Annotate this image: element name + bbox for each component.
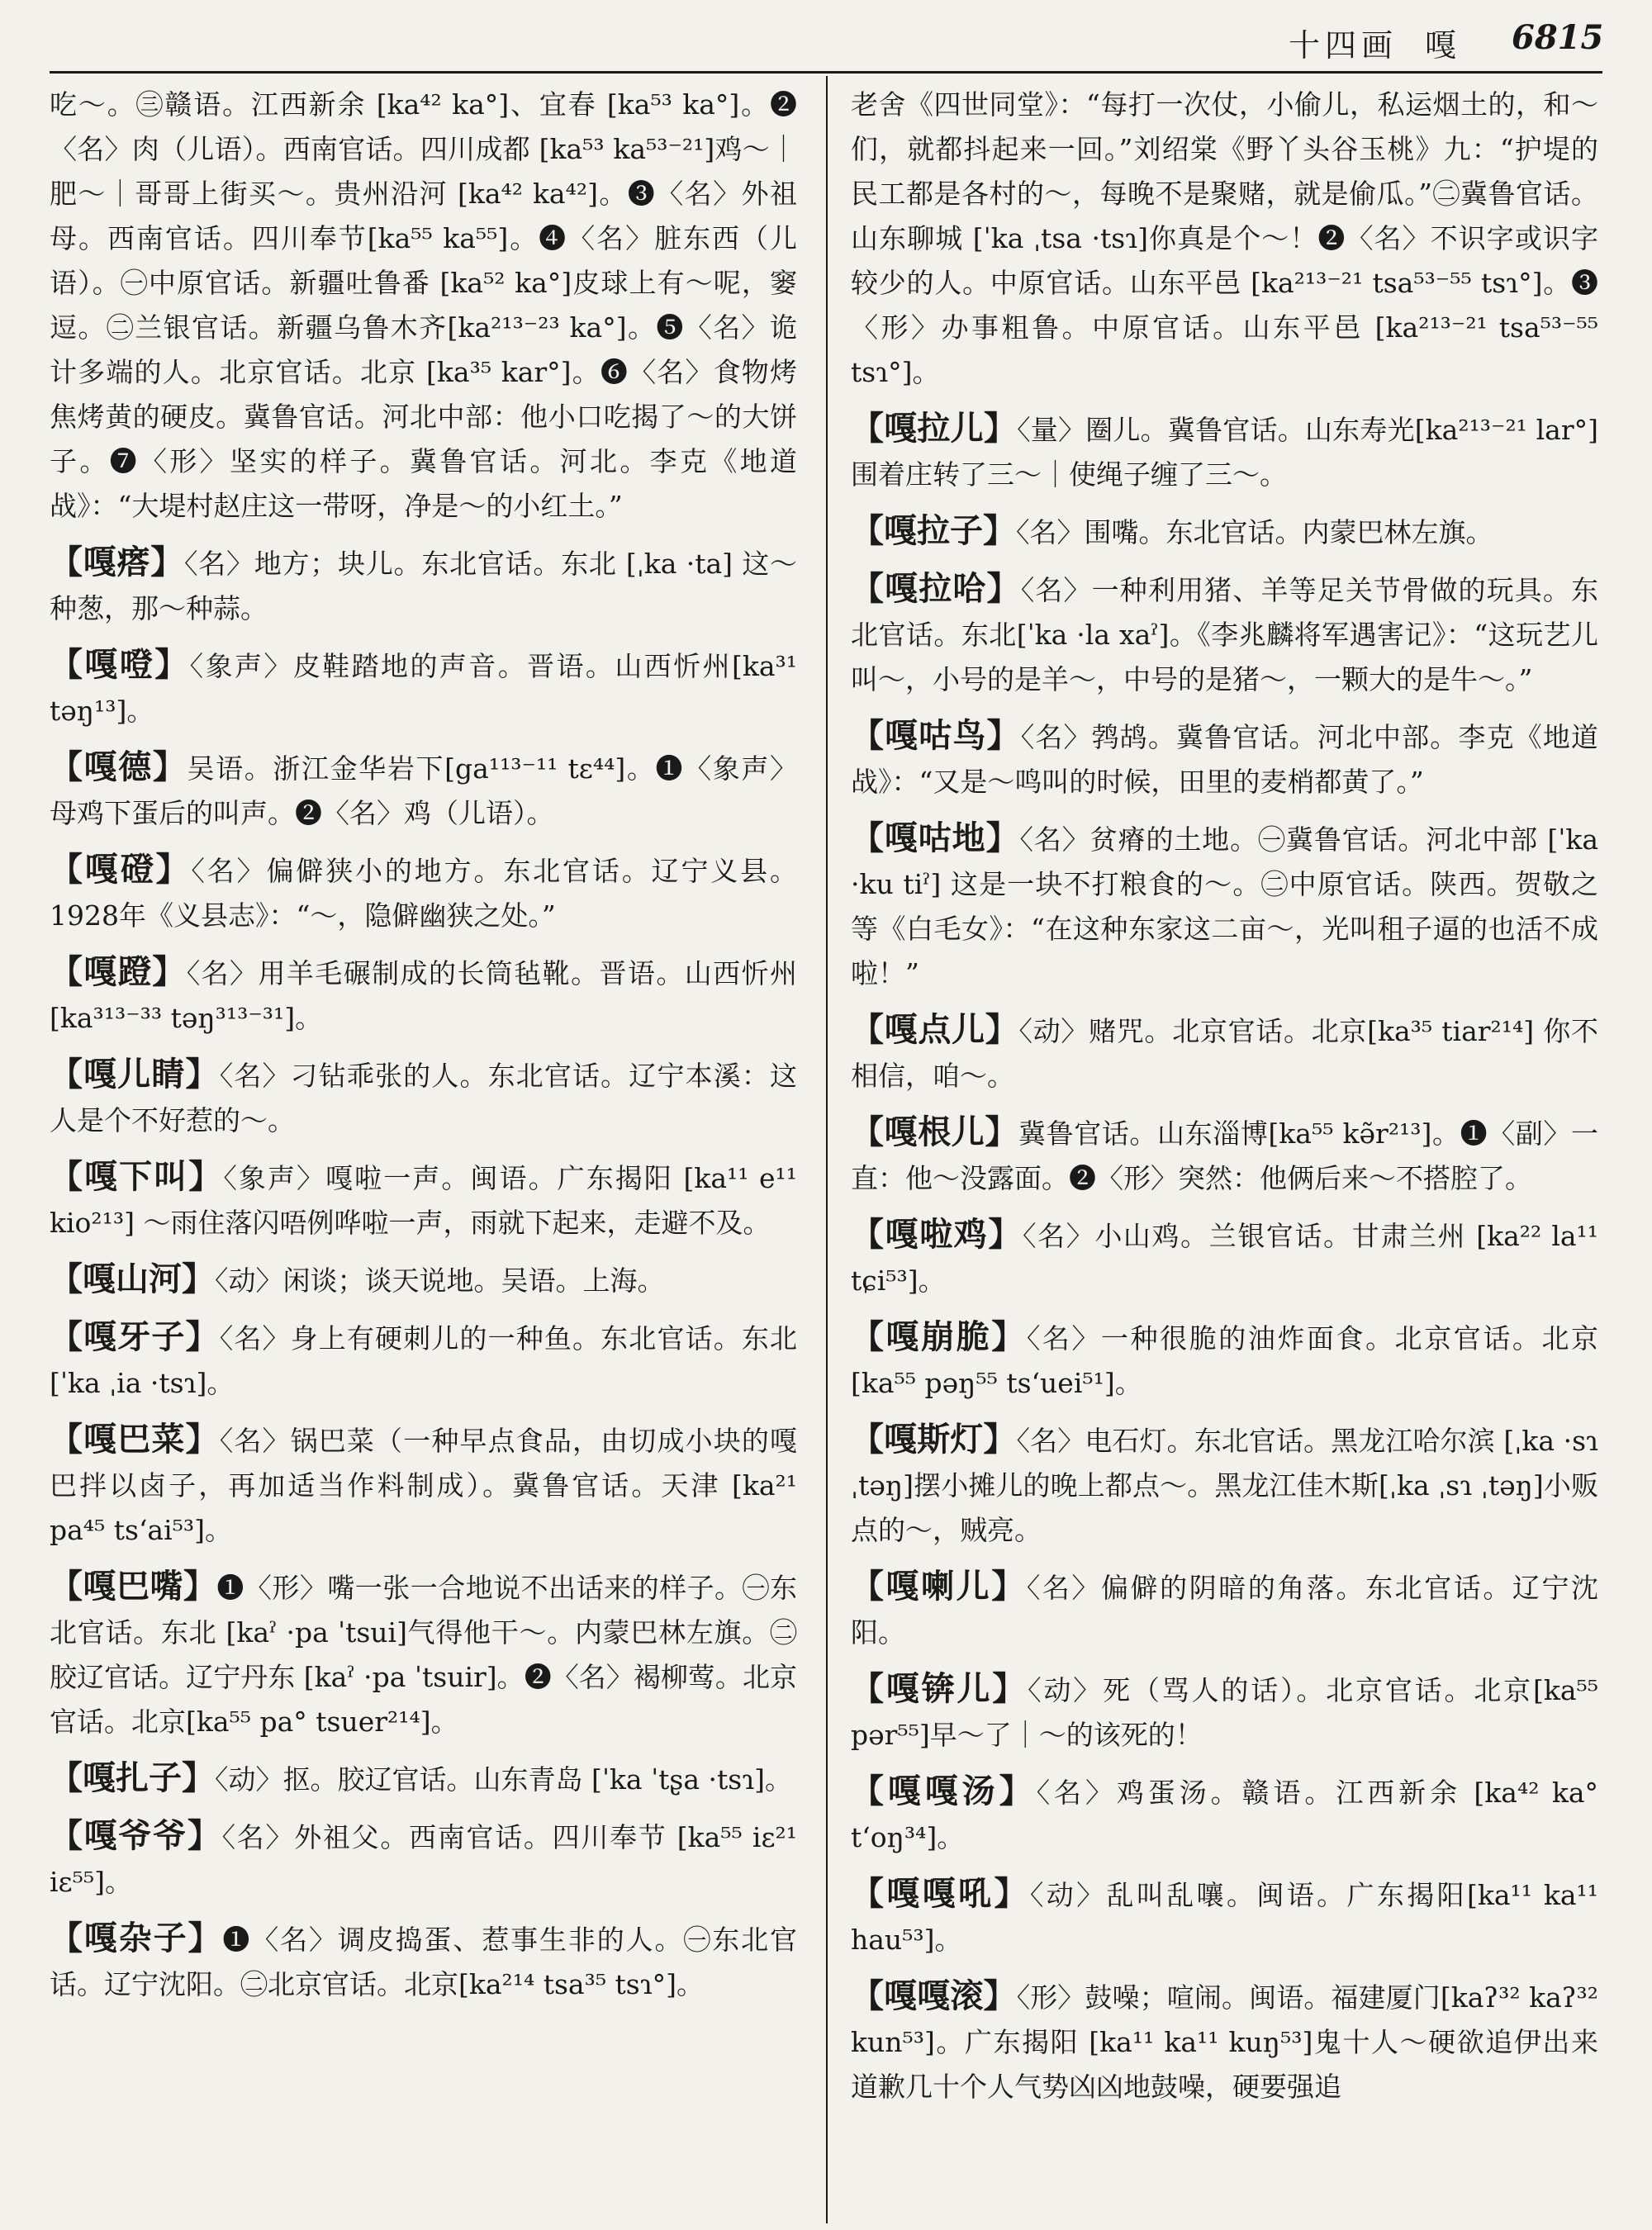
entry-headword: 【嘎巴菜】	[50, 1420, 220, 1459]
entry-text: 〈象声〉嘎啦一声。闽语。广东揭阳 [ka¹¹ e¹¹ kio²¹³] ～雨住落闪唔例哗啦一声，雨就下起来，走避不及。	[50, 1162, 797, 1239]
dictionary-entry	[851, 1667, 1598, 1758]
dictionary-entry	[50, 1564, 797, 1744]
entry-headword: 【嘎啦鸡】	[851, 1215, 1023, 1254]
entry-headword: 【嘎蹬】	[50, 952, 187, 991]
header-rule	[50, 71, 1602, 74]
entry-text: ❶〈名〉调皮捣蛋、惹事生非的人。㊀东北官话。辽宁沈阳。㊁北京官话。北京[ka²¹⁴ tsa³⁵ tsɿ°]。	[50, 1924, 797, 2000]
entry-headword: 【嘎咕鸟】	[851, 716, 1021, 755]
dictionary-entry	[851, 1212, 1598, 1303]
entry-text: 〈名〉贫瘠的土地。㊀冀鲁官话。河北中部 [ˈka ·ku tiˀ] 这是一块不打粮食的～。㊁中原官话。陕西。贺敬之等《白毛女》：“在这种东家这二亩～，光叫租子逼的也活不成啦！”	[851, 823, 1598, 989]
entry-headword: 【嘎巴嘴】	[50, 1567, 217, 1606]
dictionary-entry	[851, 1110, 1598, 1201]
entry-text: 〈名〉小山鸡。兰银官话。甘肃兰州 [ka²² la¹¹ tɕi⁵³]。	[851, 1220, 1598, 1297]
dictionary-entry	[851, 1564, 1598, 1655]
entry-headword: 【嘎嘎滚】	[851, 1976, 1017, 2015]
entry-headword: 【嘎拉儿】	[851, 409, 1018, 448]
entry-text: 〈形〉鼓噪；喧闹。闽语。福建厦门[kaʔ³² kaʔ³² kun⁵³]。广东揭阳 [ka¹¹ ka¹¹ kuŋ⁵³]鬼十人～硬欲追伊出来道歉几十个人气势凶凶地鼓噪，硬要强追	[851, 1981, 1598, 2103]
dictionary-entry	[50, 1756, 797, 1802]
dictionary-entry	[851, 1974, 1598, 2109]
entry-headword: 【嘎儿睛】	[50, 1055, 220, 1094]
entry-headword: 【嘎嘎汤】	[851, 1772, 1037, 1810]
entry-text: 冀鲁官话。山东淄博[ka⁵⁵ kə̃r²¹³]。❶〈副〉一直：他～没露面。❷〈形〉突然：他俩后来～不搭腔了。	[851, 1117, 1598, 1194]
dictionary-entry	[50, 950, 797, 1041]
entry-text: 〈名〉外祖父。西南官话。四川奉节 [ka⁵⁵ iɛ²¹ iɛ⁵⁵]。	[50, 1821, 797, 1898]
dictionary-entry	[851, 1872, 1598, 1962]
entry-headword: 【嘎山河】	[50, 1260, 215, 1298]
entry-text: 吃～。㊂赣语。江西新余 [ka⁴² ka°]、宜春 [ka⁵³ ka°]。❷〈名〉肉（儿语）。西南官话。四川成都 [ka⁵³ ka⁵³⁻²¹]鸡～｜肥～｜哥哥上街买～。贵州沿河 [ka⁴² ka⁴²]。❸〈名〉外祖母。西南官话。四川奉节[ka⁵⁵ ka⁵⁵]。❹〈名〉脏东西（儿语）。㊀中原官话。新疆吐鲁番 [ka⁵² ka°]皮球上有～呢，窭逗。㊁兰银官话。新疆乌鲁木齐[ka²¹³⁻²³ ka°]。❺〈名〉诡计多端的人。北京官话。北京 [ka³⁵ kar°]。❻〈名〉食物烤焦烤黄的硬皮。冀鲁官话。河北中部：他小口吃揭了～的大饼子。❼〈形〉坚实的样子。冀鲁官话。河北。李克《地道战》：“大堤村赵庄这一带呀，净是～的小红土。”	[50, 88, 797, 522]
entry-headword: 【嘎咕地】	[851, 818, 1020, 857]
entry-headword: 【嘎嘎吼】	[851, 1874, 1030, 1913]
header-character: 嘎	[1425, 27, 1457, 64]
entry-headword: 【嘎斯灯】	[851, 1420, 1017, 1459]
dictionary-entry	[851, 714, 1598, 804]
entry-headword: 【嘎磴】	[50, 850, 192, 889]
entry-text: 〈名〉偏僻的阴暗的角落。东北官话。辽宁沈阳。	[851, 1572, 1598, 1649]
dictionary-entry	[851, 406, 1598, 497]
dictionary-entry	[851, 1315, 1598, 1406]
page-number: 6815	[1512, 18, 1604, 57]
entry-text: 〈象声〉皮鞋踏地的声音。晋语。山西忻州[ka³¹ təŋ¹³]。	[50, 650, 797, 727]
entry-text: 〈名〉锅巴菜（一种早点食品，由切成小块的嘎巴拌以卤子，再加适当作料制成）。冀鲁官话。天津 [ka²¹ pa⁴⁵ tsʻai⁵³]。	[50, 1425, 797, 1546]
entry-headword: 【嘎德】	[50, 747, 188, 786]
entry-text: 〈动〉乱叫乱嚷。闽语。广东揭阳[ka¹¹ ka¹¹ hau⁵³]。	[851, 1879, 1598, 1956]
entry-text: 〈动〉闲谈；谈天说地。吴语。上海。	[215, 1264, 665, 1297]
dictionary-entry	[50, 1916, 797, 2007]
entry-headword: 【嘎拉哈】	[851, 569, 1021, 608]
entry-text: 老舍《四世同堂》：“每打一次仗，小偷儿，私运烟土的，和～们，就都抖起来一回。”刘绍棠《野丫头谷玉桃》九：“护堤的民工都是各村的～，每晚不是聚赌，就是偷瓜。”㊁冀鲁官话。山东聊城 [ˈka ˌtsa ·tsɿ]你真是个～！❷〈名〉不识字或识字较少的人。中原官话。山东平邑 [ka²¹³⁻²¹ tsa⁵³⁻⁵⁵ tsɿ°]。❸〈形〉办事粗鲁。中原官话。山东平邑 [ka²¹³⁻²¹ tsa⁵³⁻⁵⁵ tsɿ°]。	[851, 88, 1598, 388]
dictionary-entry	[851, 567, 1598, 702]
entry-text: 吴语。浙江金华岩下[ga¹¹³⁻¹¹ tɛ⁴⁴]。❶〈象声〉母鸡下蛋后的叫声。❷〈名〉鸡（儿语）。	[50, 752, 797, 829]
entry-text: 〈名〉鸡蛋汤。赣语。江西新余 [ka⁴² ka° tʻoŋ³⁴]。	[851, 1777, 1598, 1853]
dictionary-entry	[851, 509, 1598, 555]
entry-text: 〈动〉赌咒。北京官话。北京[ka³⁵ tiar²¹⁴] 你不相信，咱～。	[851, 1015, 1598, 1092]
entry-text: 〈动〉死（骂人的话）。北京官话。北京[ka⁵⁵ pər⁵⁵]早～了｜～的该死的！	[851, 1674, 1598, 1751]
dictionary-entry	[851, 81, 1598, 395]
entry-text: 〈名〉一种利用猪、羊等足关节骨做的玩具。东北官话。东北[ˈka ·la xaˀ]。《李兆麟将军遇害记》：“这玩艺儿叫～，小号的是羊～，中号的是猪～，一颗大的是牛～。”	[851, 574, 1598, 695]
column-divider	[826, 76, 828, 2223]
entry-headword: 【嘎崩脆】	[851, 1317, 1027, 1356]
entry-headword: 【嘎扎子】	[50, 1758, 215, 1797]
dictionary-entry	[50, 1814, 797, 1905]
entry-headword: 【嘎根儿】	[851, 1113, 1019, 1151]
entry-headword: 【嘎牙子】	[50, 1317, 220, 1356]
entry-headword: 【嘎杂子】	[50, 1919, 223, 1957]
dictionary-entry	[50, 1052, 797, 1143]
section-label: 十四画	[1289, 27, 1398, 64]
dictionary-entry	[50, 1315, 797, 1406]
dictionary-entry	[851, 816, 1598, 996]
dictionary-entry	[50, 643, 797, 733]
entry-headword: 【嘎噔】	[50, 645, 190, 684]
entry-text: 〈名〉围嘴。东北官话。内蒙巴林左旗。	[1016, 516, 1493, 548]
dictionary-entry	[851, 1769, 1598, 1860]
entry-text: 〈名〉用羊毛碾制成的长筒毡靴。晋语。山西忻州[ka³¹³⁻³³ təŋ³¹³⁻³¹]。	[50, 957, 797, 1034]
entry-text: 〈名〉地方；块儿。东北官话。东北 [ˌka ·ta] 这～种葱，那～种蒜。	[50, 548, 797, 624]
entry-headword: 【嘎点儿】	[851, 1010, 1019, 1049]
entry-text: 〈名〉偏僻狭小的地方。东北官话。辽宁义县。1928年《义县志》：“～，隐僻幽狭之处。”	[50, 855, 797, 932]
left-column	[50, 81, 797, 2220]
dictionary-entry	[50, 81, 797, 529]
entry-headword: 【嘎喇儿】	[851, 1567, 1027, 1606]
dictionary-entry	[50, 1257, 797, 1303]
entry-text: 〈动〉抠。胶辽官话。山东青岛 [ˈka ˈtʂa ·tsɿ]。	[215, 1763, 793, 1796]
entry-headword: 【嘎拉子】	[851, 511, 1016, 550]
dictionary-entry	[851, 1417, 1598, 1553]
dictionary-entry	[50, 1155, 797, 1245]
dictionary-entry	[50, 847, 797, 938]
entry-text: 〈名〉刁钻乖张的人。东北官话。辽宁本溪：这人是个不好惹的～。	[50, 1060, 797, 1136]
entry-headword: 【嘎下叫】	[50, 1157, 224, 1196]
entry-headword: 【嘎爷爷】	[50, 1816, 222, 1855]
dictionary-entry	[50, 540, 797, 631]
entry-headword: 【嘎瘩】	[50, 543, 185, 581]
dictionary-entry	[851, 1008, 1598, 1098]
entry-text: ❶〈形〉嘴一张一合地说不出话来的样子。㊀东北官话。东北 [kaˀ ·pa ˈtsui]气得他干～。内蒙巴林左旗。㊁胶辽官话。辽宁丹东 [kaˀ ·pa ˈtsuir]。❷〈名〉褐柳莺。北京官话。北京[ka⁵⁵ pa° tsuer²¹⁴]。	[50, 1572, 797, 1738]
entry-text: 〈量〉圈儿。冀鲁官话。山东寿光[ka²¹³⁻²¹ lar°] 围着庄转了三～｜使绳子缠了三～。	[851, 414, 1598, 491]
dictionary-entry	[50, 745, 797, 836]
entry-text: 〈名〉一种很脆的油炸面食。北京官话。北京[ka⁵⁵ pəŋ⁵⁵ tsʻuei⁵¹]。	[851, 1322, 1598, 1399]
entry-headword: 【嘎锛儿】	[851, 1669, 1028, 1708]
entry-text: 〈名〉电石灯。东北官话。黑龙江哈尔滨 [ˌka ·sɿ ˌtəŋ]摆小摊儿的晚上都点～。黑龙江佳木斯[ˌka ˌsɿ ˌtəŋ]小贩点的～，贼亮。	[851, 1425, 1598, 1546]
dictionary-entry	[50, 1417, 797, 1553]
entry-text: 〈名〉鹁鸪。冀鲁官话。河北中部。李克《地道战》：“又是～鸣叫的时候，田里的麦梢都黄了。”	[851, 721, 1598, 798]
page-header	[0, 0, 1652, 79]
entry-text: 〈名〉身上有硬刺儿的一种鱼。东北官话。东北[ˈka ˌia ·tsɿ]。	[50, 1322, 797, 1399]
right-column	[851, 81, 1598, 2220]
